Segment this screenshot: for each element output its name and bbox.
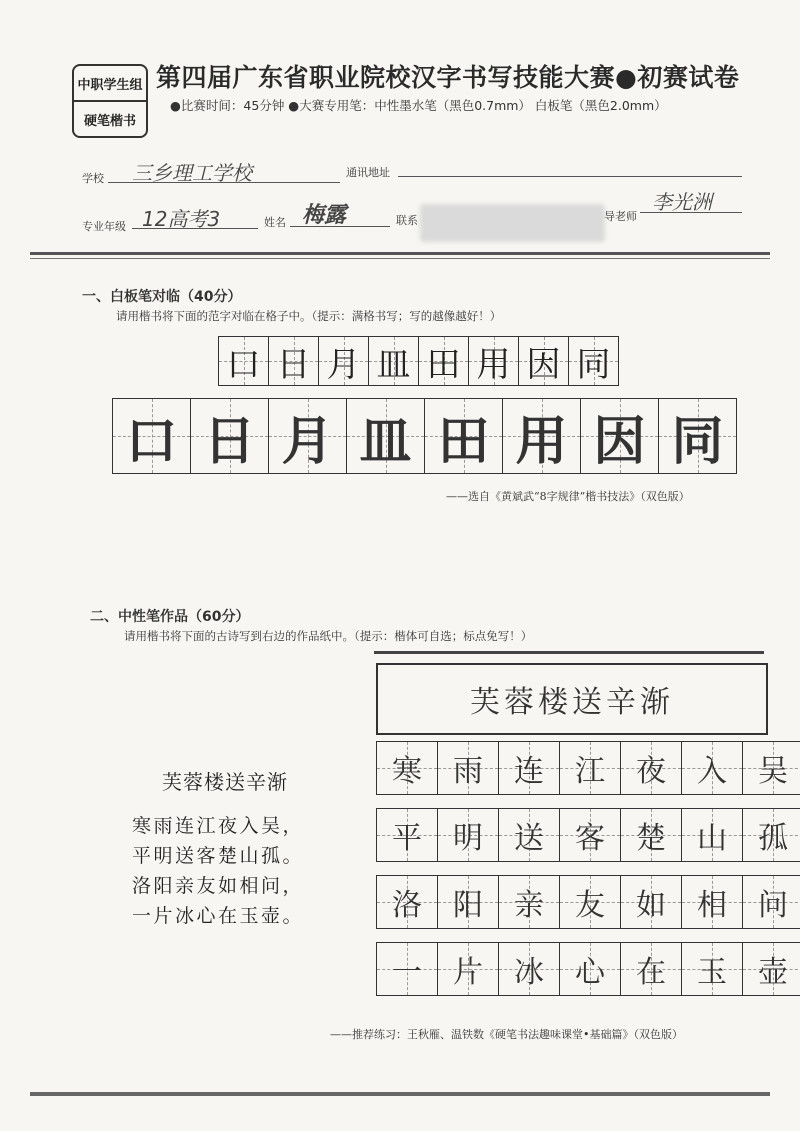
- model-char-grid: [218, 336, 619, 386]
- poem-title: 芙蓉楼送辛渐: [162, 770, 288, 794]
- teacher-label: 导老师: [604, 210, 637, 223]
- artwork-char: 吴: [758, 754, 788, 789]
- name-value[interactable]: 梅露: [302, 203, 347, 228]
- address-field[interactable]: [398, 176, 742, 177]
- artwork-cell[interactable]: [560, 875, 621, 929]
- artwork-cell[interactable]: [682, 808, 743, 862]
- address-label: 通讯地址: [346, 166, 390, 179]
- artwork-cell[interactable]: [621, 808, 682, 862]
- artwork-char: 片: [453, 955, 483, 990]
- teacher-value[interactable]: 李光洲: [652, 190, 712, 214]
- artwork-char: 明: [453, 821, 483, 856]
- written-char: 月: [281, 411, 334, 472]
- artwork-cell[interactable]: [499, 808, 560, 862]
- poem-line: 一片冰心在玉壶。: [132, 905, 305, 927]
- artwork-cell[interactable]: [376, 875, 438, 929]
- artwork-cell[interactable]: [499, 942, 560, 996]
- artwork-char: 玉: [697, 955, 727, 990]
- artwork-cell[interactable]: [682, 942, 743, 996]
- contact-label: 联系: [396, 214, 418, 227]
- written-char: 同: [671, 411, 724, 472]
- poem-line: 寒雨连江夜入吴，: [132, 815, 305, 837]
- model-char-cell: [369, 336, 419, 386]
- poem-line: 洛阳亲友如相问，: [132, 875, 305, 897]
- model-char: 日: [276, 344, 311, 385]
- model-char-cell: [269, 336, 319, 386]
- practice-cell[interactable]: [347, 398, 425, 474]
- model-char-cell: [319, 336, 369, 386]
- section1-title: 一、白板笔对临（40分）: [82, 289, 242, 305]
- written-char: 因: [593, 411, 646, 472]
- artwork-cell[interactable]: [499, 741, 560, 795]
- practice-cell[interactable]: [659, 398, 737, 474]
- section1-instruction: 请用楷书将下面的范字对临在格子中。（提示：满格书写；写的越像越好！）: [116, 309, 502, 323]
- artwork-cell[interactable]: [621, 875, 682, 929]
- artwork-char: 在: [636, 955, 666, 990]
- artwork-char: 孤: [758, 821, 788, 856]
- category-badge: [72, 64, 148, 138]
- model-char-cell: [469, 336, 519, 386]
- artwork-cell[interactable]: [376, 741, 438, 795]
- artwork-cell[interactable]: [560, 942, 621, 996]
- exam-info: ●比赛时间：45分钟 ●大赛专用笔：中性墨水笔（黑色0.7mm） 白板笔（黑色2.0mm）: [170, 98, 667, 113]
- artwork-cell[interactable]: [560, 808, 621, 862]
- artwork-char: 亲: [514, 888, 544, 923]
- practice-cell[interactable]: [503, 398, 581, 474]
- artwork-cell[interactable]: [438, 741, 499, 795]
- practice-cell[interactable]: [581, 398, 659, 474]
- school-label: 学校: [82, 172, 104, 185]
- artwork-row[interactable]: [376, 942, 800, 996]
- practice-cell[interactable]: [425, 398, 503, 474]
- badge-style: 硬笔楷书: [83, 113, 136, 129]
- artwork-title-box[interactable]: 芙蓉楼送辛渐: [376, 663, 768, 735]
- artwork-cell[interactable]: [621, 741, 682, 795]
- artwork-char: 一: [392, 955, 422, 990]
- artwork-top-rule: [374, 651, 764, 654]
- artwork-cell[interactable]: [376, 808, 438, 862]
- written-char: 皿: [359, 411, 412, 472]
- artwork-char: 如: [636, 888, 666, 923]
- artwork-char: 问: [758, 888, 788, 923]
- artwork-row[interactable]: [376, 875, 800, 929]
- school-value[interactable]: 三乡理工学校: [132, 161, 252, 185]
- artwork-char: 江: [575, 754, 605, 789]
- section2-title: 二、中性笔作品（60分）: [90, 609, 250, 625]
- artwork-char: 友: [575, 888, 605, 923]
- written-char: 田: [437, 411, 490, 472]
- artwork-cell[interactable]: [560, 741, 621, 795]
- artwork-cell[interactable]: [438, 875, 499, 929]
- model-char: 口: [226, 344, 261, 385]
- practice-cell[interactable]: [112, 398, 191, 474]
- artwork-char: 客: [575, 821, 605, 856]
- artwork-row[interactable]: [376, 808, 800, 862]
- practice-cell[interactable]: [269, 398, 347, 474]
- model-char: 用: [476, 344, 511, 385]
- practice-cell[interactable]: [191, 398, 269, 474]
- artwork-char: 阳: [453, 888, 483, 923]
- artwork-cell[interactable]: [438, 942, 499, 996]
- model-char-cell: [569, 336, 619, 386]
- artwork-cell[interactable]: [376, 942, 438, 996]
- model-char: 月: [326, 344, 361, 385]
- redacted-area: [420, 204, 605, 242]
- artwork-char: 洛: [392, 888, 422, 923]
- artwork-cell[interactable]: [499, 875, 560, 929]
- model-char: 皿: [376, 344, 411, 385]
- artwork-cell[interactable]: [743, 942, 800, 996]
- artwork-cell[interactable]: [743, 875, 800, 929]
- artwork-char: 平: [392, 821, 422, 856]
- footer-rule: [30, 1092, 770, 1096]
- model-char-cell: [419, 336, 469, 386]
- major-label: 专业年级: [82, 220, 126, 233]
- artwork-char: 夜: [636, 754, 666, 789]
- artwork-char: 相: [697, 888, 727, 923]
- artwork-char: 雨: [453, 754, 483, 789]
- artwork-char: 寒: [392, 754, 422, 789]
- artwork-char: 送: [514, 821, 544, 856]
- artwork-cell[interactable]: [743, 808, 800, 862]
- model-char: 田: [426, 344, 461, 385]
- written-char: 日: [203, 411, 256, 472]
- section2-instruction: 请用楷书将下面的古诗写到右边的作品纸中。（提示：楷体可自选；标点免写！）: [124, 629, 533, 643]
- header-rule-thin: [30, 258, 770, 259]
- section2-credit: ——推荐练习：王秋雁、温铁数《硬笔书法趣味课堂•基础篇》（双色版）: [330, 1028, 683, 1041]
- artwork-row[interactable]: [376, 741, 800, 795]
- artwork-char: 冰: [514, 955, 544, 990]
- written-char: 用: [515, 411, 568, 472]
- badge-group: 中职学生组: [74, 66, 146, 102]
- artwork-char: 壶: [758, 955, 788, 990]
- artwork-char: 连: [514, 754, 544, 789]
- major-value[interactable]: 12高考3: [142, 207, 221, 231]
- artwork-cell[interactable]: [682, 875, 743, 929]
- name-label: 姓名: [264, 216, 286, 229]
- artwork-cell[interactable]: [438, 808, 499, 862]
- artwork-char: 心: [575, 955, 605, 990]
- artwork-char: 楚: [636, 821, 666, 856]
- practice-char-grid[interactable]: [112, 398, 737, 474]
- model-char-cell: [519, 336, 569, 386]
- artwork-char: 入: [697, 754, 727, 789]
- artwork-char: 山: [697, 821, 727, 856]
- model-char: 同: [576, 344, 611, 385]
- artwork-cell[interactable]: [743, 741, 800, 795]
- poem-line: 平明送客楚山孤。: [132, 845, 305, 867]
- page-title: 第四届广东省职业院校汉字书写技能大赛●初赛试卷: [156, 63, 740, 92]
- artwork-cell[interactable]: [682, 741, 743, 795]
- model-char: 因: [526, 344, 561, 385]
- reference-poem: [132, 766, 304, 931]
- written-char: 口: [125, 411, 178, 472]
- header-rule: [30, 252, 770, 255]
- section1-credit: ——选自《黄斌武“8字规律”楷书技法》（双色版）: [446, 490, 690, 503]
- artwork-cell[interactable]: [621, 942, 682, 996]
- model-char-cell: [218, 336, 269, 386]
